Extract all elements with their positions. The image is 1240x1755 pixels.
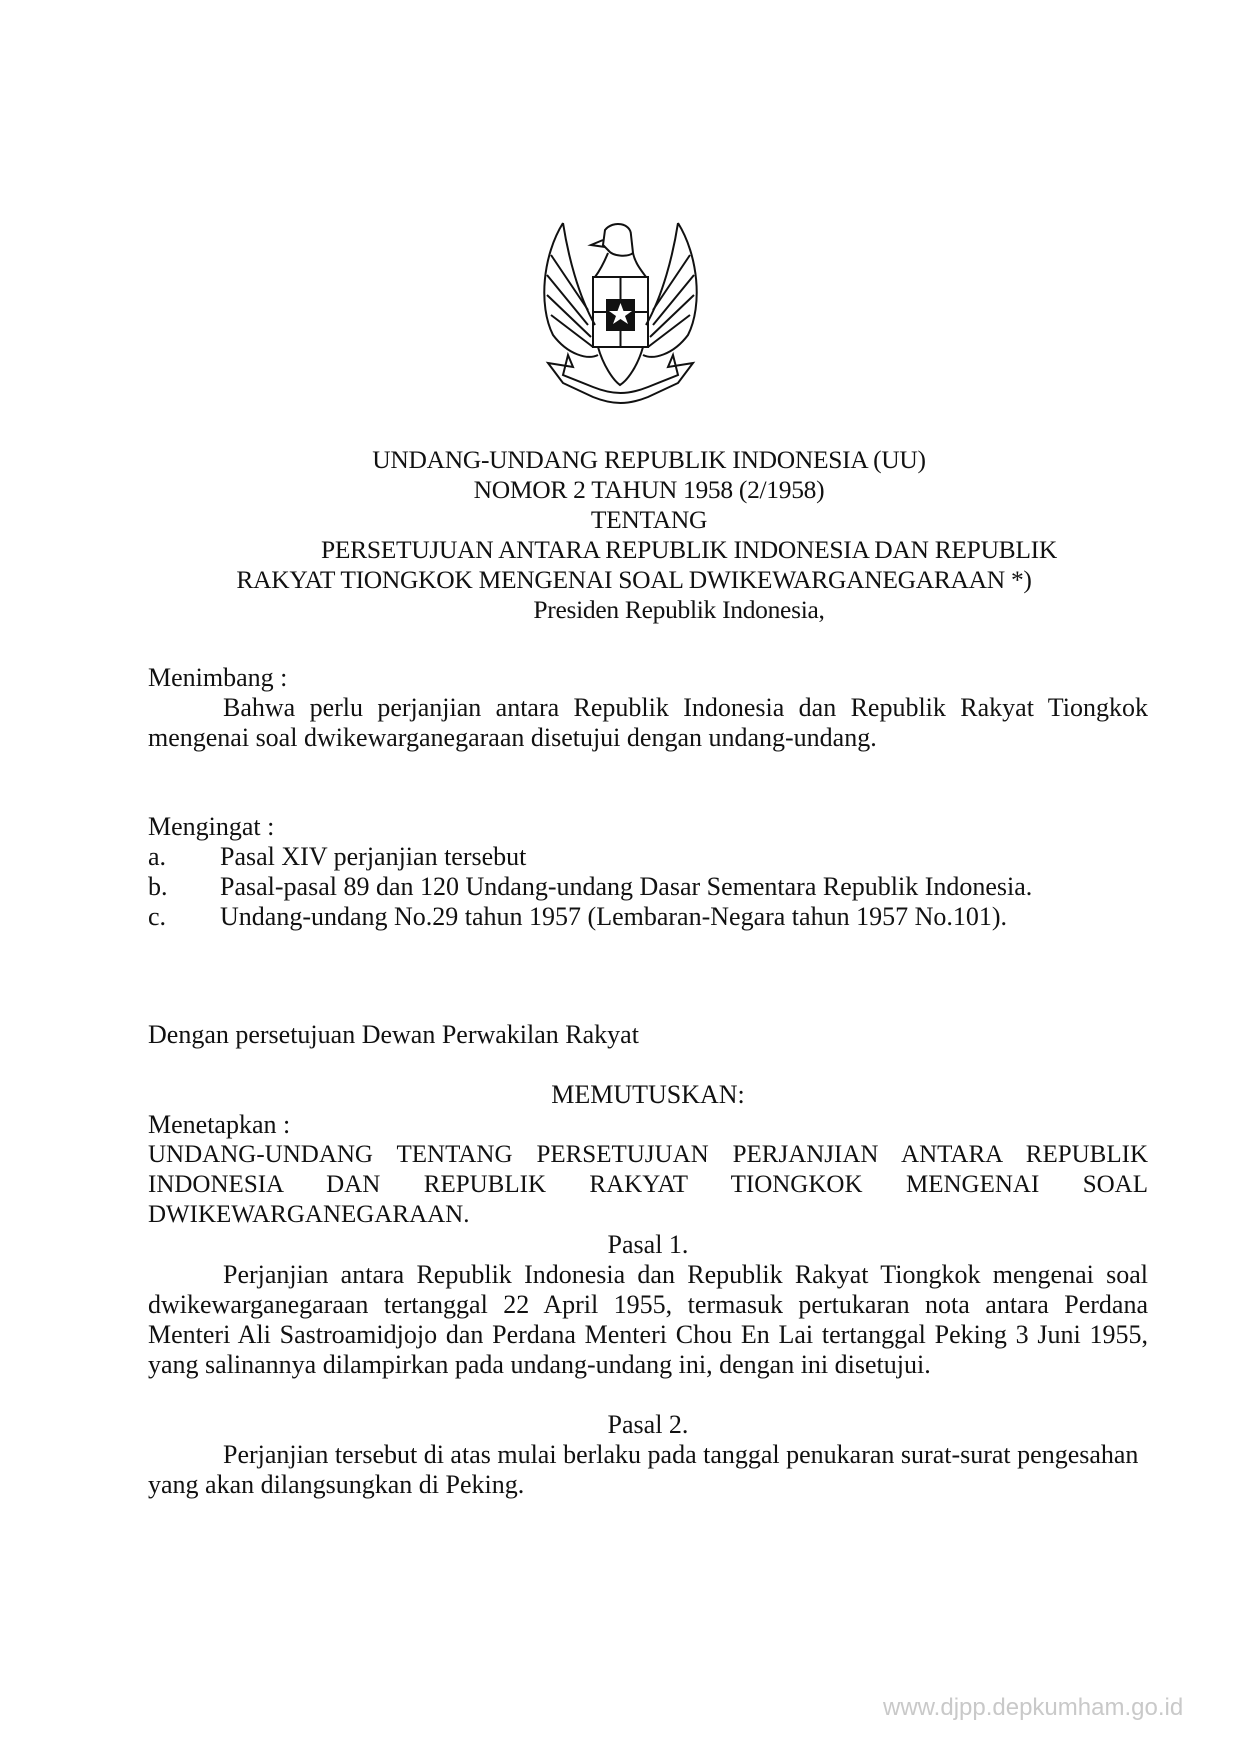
menimbang-section (148, 663, 1148, 753)
menimbang-text: Bahwa perlu perjanjian antara Republik Indonesia dan Republik Rakyat Tiongkok mengenai soal dwikewarganegaraan disetujui dengan undang-undang. (148, 693, 1148, 752)
menetapkan-text: UNDANG-UNDANG TENTANG PERSETUJUAN PERJANJIAN ANTARA REPUBLIK INDONESIA DAN REPUBLIK RAKYAT TIONGKOK MENGENAI SOAL DWIKEWARGANEGARAAN. (148, 1141, 1148, 1228)
list-item-text: Undang-undang No.29 tahun 1957 (Lembaran-Negara tahun 1957 No.101). (220, 902, 1008, 931)
mengingat-item-b (148, 872, 1148, 902)
pasal-1-title: Pasal 1. (607, 1230, 689, 1259)
mengingat-item-a (148, 842, 1148, 872)
list-marker: a. (148, 842, 167, 871)
garuda-emblem-icon (533, 215, 708, 415)
document-title-block (145, 445, 1153, 625)
mengingat-heading: Mengingat : (148, 812, 275, 841)
pasal-1-section (148, 1230, 1148, 1380)
title-line-president: Presiden Republik Indonesia, (533, 595, 825, 624)
list-item-text: Pasal-pasal 89 dan 120 Undang-undang Dasar Sementara Republik Indonesia. (220, 872, 1033, 901)
persetujuan-text: Dengan persetujuan Dewan Perwakilan Rakyat (148, 1020, 639, 1049)
title-line-subject-1: PERSETUJUAN ANTARA REPUBLIK INDONESIA DAN REPUBLIK (321, 535, 1057, 564)
memutuskan-heading: MEMUTUSKAN: (551, 1080, 745, 1109)
website-watermark: www.djpp.depkumham.go.id (883, 1694, 1184, 1721)
menetapkan-heading: Menetapkan : (148, 1110, 291, 1139)
list-item-text: Pasal XIV perjanjian tersebut (220, 842, 527, 871)
title-line-law: UNDANG-UNDANG REPUBLIK INDONESIA (UU) (372, 445, 926, 474)
pasal-1-text: Perjanjian antara Republik Indonesia dan Republik Rakyat Tiongkok mengenai soal dwikewarganegaraan tertanggal 22 April 1955, termasuk pertukaran nota antara Perdana Menteri Ali Sastroamidjojo dan Perdana Menteri Chou En Lai tertanggal Peking 3 Juni 1955, yang salinannya dilampirkan pada undang-undang ini, dengan ini disetujui. (148, 1260, 1148, 1379)
pasal-2-text: Perjanjian tersebut di atas mulai berlaku pada tanggal penukaran surat-surat pengesahan yang akan dilangsungkan di Peking. (148, 1440, 1139, 1499)
menimbang-heading: Menimbang : (148, 663, 288, 692)
list-marker: b. (148, 872, 168, 901)
persetujuan-section (148, 1020, 1148, 1050)
list-marker: c. (148, 902, 167, 931)
mengingat-item-c (148, 902, 1148, 932)
memutuskan-section (148, 1080, 1148, 1230)
title-line-number: NOMOR 2 TAHUN 1958 (2/1958) (473, 475, 825, 504)
pasal-2-section (148, 1410, 1148, 1500)
title-line-subject-2: RAKYAT TIONGKOK MENGENAI SOAL DWIKEWARGANEGARAAN *) (236, 565, 1032, 594)
mengingat-section (148, 812, 1148, 932)
title-line-tentang: TENTANG (590, 505, 708, 534)
pasal-2-title: Pasal 2. (607, 1410, 689, 1439)
